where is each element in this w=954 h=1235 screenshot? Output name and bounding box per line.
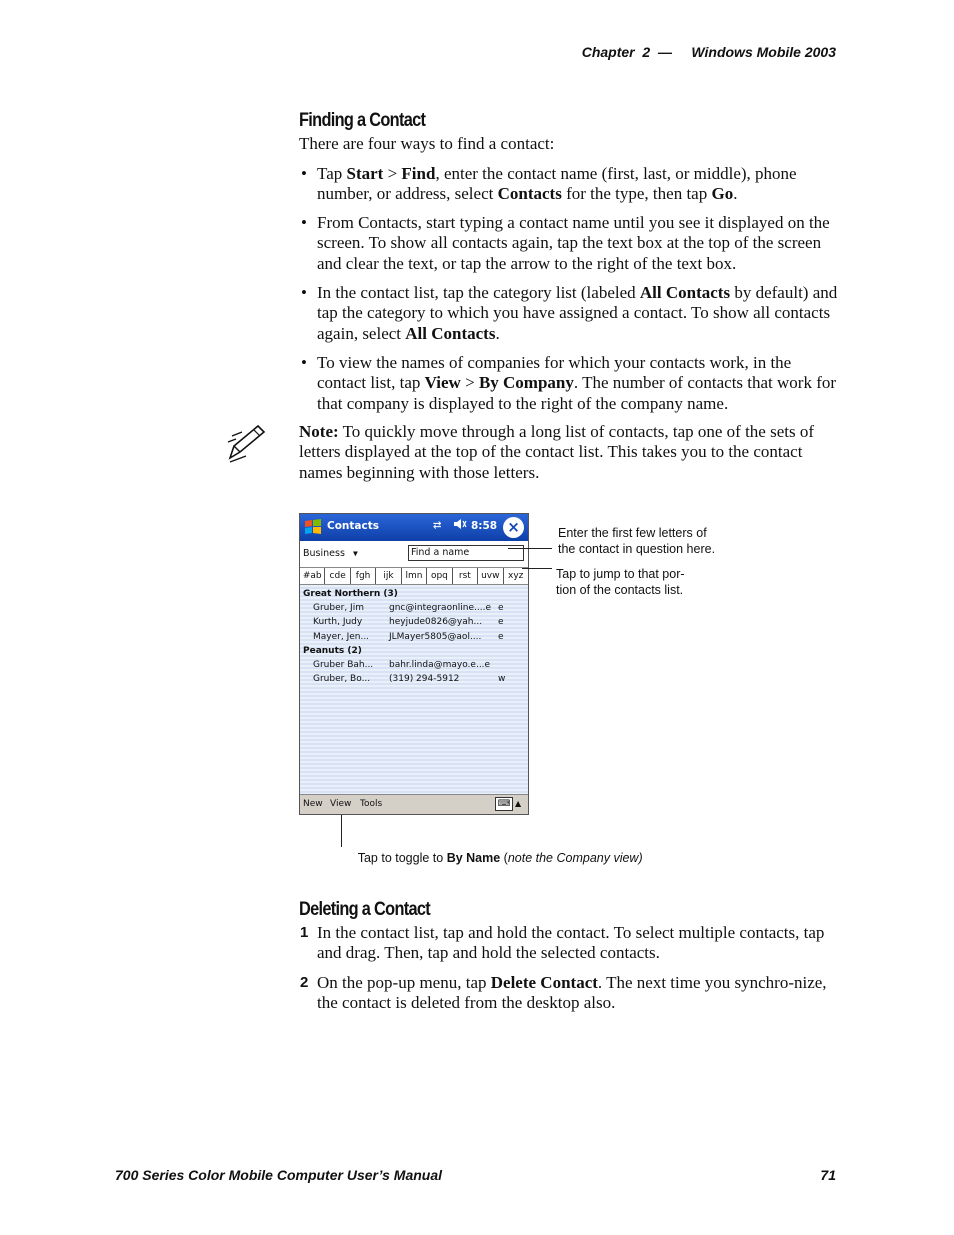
close-icon[interactable]: × — [503, 517, 524, 538]
pda-filter-bar — [300, 541, 528, 568]
menu-tools[interactable]: Tools — [360, 799, 383, 809]
footer-title: 700 Series Color Mobile Computer User’s Manual — [115, 1167, 443, 1183]
tab-letters[interactable]: #ab — [300, 568, 325, 584]
tab-letters[interactable]: uvw — [478, 568, 503, 584]
bullet-item: • To view the names of companies for which your contacts work, in the contact list, tap View > By Company. The number of contacts that work for that company is displayed to the right of the company name. — [301, 353, 837, 413]
contact-row[interactable]: Kurth, Judy heyjude0826@yah... e — [313, 617, 504, 628]
callout-jump-tabs: Tap to jump to that por- tion of the contacts list. — [556, 567, 685, 597]
pda-app-title: Contacts — [327, 520, 379, 532]
keyboard-icon[interactable]: ⌨ — [495, 797, 513, 811]
tab-letters[interactable]: fgh — [351, 568, 376, 584]
bullet-item: • Tap Start > Find, enter the contact name (first, last, or middle), phone number, or address, select Contacts for the type, then tap Go. — [301, 164, 797, 204]
tab-letters[interactable]: xyz — [508, 571, 524, 581]
contact-list — [300, 585, 528, 797]
pda-menu-bar — [300, 794, 528, 814]
find-name-input[interactable]: Find a name — [408, 545, 524, 561]
callout-line — [341, 815, 342, 847]
pda-clock[interactable]: 8:58 — [471, 520, 498, 532]
sync-arrows-icon[interactable]: ⇄ — [433, 517, 442, 533]
chevron-down-icon[interactable]: ▼ — [353, 549, 358, 558]
category-dropdown[interactable]: Business — [303, 548, 345, 559]
note-pencil-icon — [222, 422, 268, 464]
company-group-row[interactable]: Peanuts (2) — [303, 645, 362, 656]
letter-tabs — [300, 568, 528, 585]
menu-new[interactable]: New — [303, 799, 323, 809]
callout-find-letters: Enter the first few letters of the contact in question here. — [558, 526, 716, 556]
pda-screenshot — [299, 513, 529, 815]
contact-row[interactable]: Gruber Bah... bahr.linda@mayo.e...e — [313, 659, 491, 670]
intro-paragraph: There are four ways to find a contact: — [299, 134, 555, 153]
bullet-item: • In the contact list, tap the category list (labeled All Contacts by default) and tap the category to which you have assigned a contact. To show all contacts again, select All Contacts. — [301, 283, 838, 343]
pda-title-bar — [300, 514, 528, 541]
tab-letters[interactable]: rst — [453, 568, 478, 584]
heading-finding-contact: Finding a Contact — [299, 110, 426, 131]
chevron-up-icon[interactable]: ▲ — [515, 799, 522, 808]
step-item: 2 On the pop-up menu, tap Delete Contact. The next time you synchro-nize, the contact is deleted from the desktop also. — [300, 973, 827, 1013]
contact-row[interactable]: Mayer, Jen... JLMayer5805@aol.... e — [313, 631, 504, 642]
heading-deleting-contact: Deleting a Contact — [299, 899, 431, 920]
note-paragraph: Note: To quickly move through a long list of contacts, tap one of the sets of letters displayed at the top of the contact list. This takes you to the contact names beginning with those letters. — [299, 422, 815, 482]
tab-letters[interactable]: ijk — [376, 568, 401, 584]
callout-toggle-view: Tap to toggle to By Name (note the Company view) — [357, 850, 643, 865]
tab-letters[interactable]: cde — [325, 568, 350, 584]
company-group-row[interactable]: Great Northern (3) — [303, 589, 398, 599]
step-item: 1 In the contact list, tap and hold the contact. To select multiple contacts, tap and drag. Then, tap and hold the selected contacts. — [300, 923, 825, 963]
callout-line — [508, 548, 552, 549]
page-number: 71 — [820, 1167, 836, 1183]
windows-start-icon[interactable] — [303, 518, 323, 536]
contact-row[interactable]: Gruber, Bo... (319) 294-5912 w — [313, 674, 506, 685]
callout-line — [522, 568, 552, 569]
tab-letters[interactable]: lmn — [402, 568, 427, 584]
tab-letters[interactable]: opq — [427, 568, 452, 584]
bullet-item: • From Contacts, start typing a contact name until you see it displayed on the screen. To show all contacts again, tap the text box at the top of the screen and clear the text, or tap the arrow to the right of the text box. — [301, 213, 830, 273]
menu-view[interactable]: View — [330, 799, 352, 809]
contact-row[interactable]: Gruber, Jim gnc@integraonline....e e — [313, 603, 504, 614]
speaker-icon[interactable] — [453, 518, 467, 530]
running-header: Chapter 2 — Windows Mobile 2003 — [581, 44, 836, 60]
